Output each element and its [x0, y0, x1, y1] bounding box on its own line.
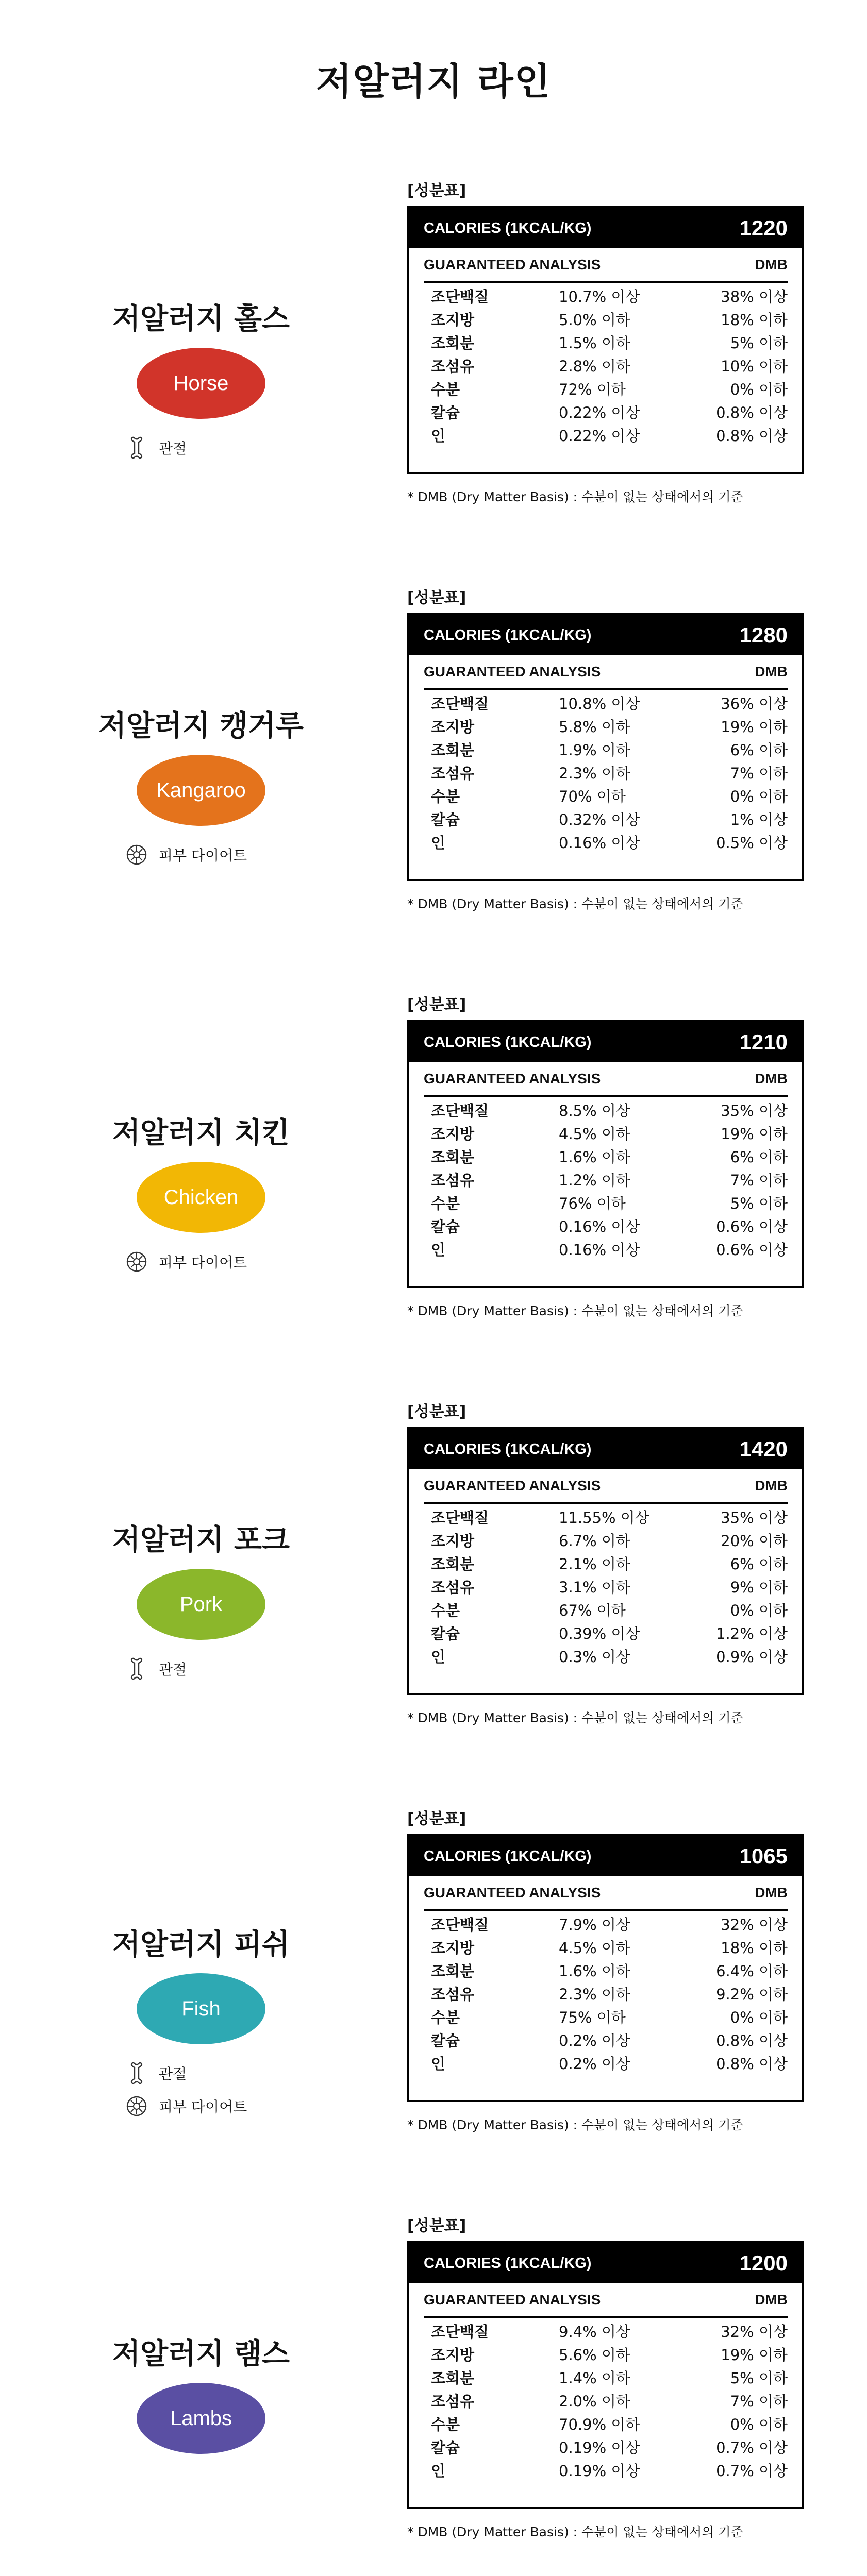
nutrition-panel: [407, 2213, 820, 2576]
nutrient-label: 수분: [431, 788, 460, 805]
dmb-note: * DMB (Dry Matter Basis) : 수분이 없는 상태에서의 기준: [407, 2117, 743, 2132]
dmb-value: 32% 이상: [721, 1916, 788, 1934]
analysis-row: [424, 1576, 788, 1599]
as-fed-value: 2.0% 이하: [559, 2393, 630, 2410]
as-fed-value: 5.6% 이하: [559, 2346, 630, 2364]
dmb-value: 20% 이하: [721, 1532, 788, 1550]
nutrient-label: 조지방: [431, 1939, 475, 1957]
dmb-value: 0.9% 이상: [716, 1648, 788, 1666]
as-fed-value: 3.1% 이하: [559, 1579, 630, 1596]
analysis-row: [424, 2367, 788, 2390]
analysis-rows: [424, 285, 788, 448]
benefit-list: [124, 431, 340, 464]
as-fed-value: 0.22% 이상: [559, 404, 640, 421]
as-fed-value: 0.2% 이상: [559, 2055, 630, 2073]
dmb-value: 9.2% 이하: [716, 1986, 788, 2003]
analysis-row: [424, 1599, 788, 1622]
as-fed-value: 2.3% 이하: [559, 765, 630, 782]
benefit-label: 관절: [159, 440, 187, 457]
analysis-row: [424, 1622, 788, 1646]
calories-bar: [409, 1836, 802, 1876]
nutrient-label: 칼슘: [431, 1625, 460, 1642]
product-summary: [62, 1399, 340, 1806]
analysis-header: [424, 2283, 788, 2318]
nutrient-label: 조회분: [431, 1555, 475, 1573]
nutrient-label: 조지방: [431, 311, 475, 329]
analysis-row: [424, 309, 788, 332]
dmb-value: 38% 이상: [721, 288, 788, 306]
dmb-value: 0% 이하: [730, 381, 788, 398]
dmb-value: 0% 이하: [730, 2416, 788, 2433]
analysis-row: [424, 2029, 788, 2053]
analysis-header: [424, 655, 788, 690]
analysis-row: [424, 1553, 788, 1576]
as-fed-value: 5.0% 이하: [559, 311, 630, 329]
product-section-horse: [0, 178, 867, 585]
nutrient-label: 수분: [431, 1602, 460, 1619]
nutrient-label: 조섬유: [431, 358, 475, 375]
nutrient-label: 조단백질: [431, 1102, 489, 1120]
analysis-header: [424, 248, 788, 283]
nutrient-label: 조단백질: [431, 2323, 489, 2341]
nutrition-panel: [407, 1806, 820, 2213]
calories-value: 1220: [739, 216, 788, 240]
analysis-row: [424, 2006, 788, 2029]
calories-label: CALORIES (1KCAL/KG): [424, 2255, 592, 2272]
analysis-row: [424, 1123, 788, 1146]
analysis-row: [424, 739, 788, 762]
product-pill: Kangaroo: [137, 755, 265, 826]
guaranteed-analysis-label: GUARANTEED ANALYSIS: [424, 664, 601, 680]
ingredients-tag: [성분표]: [407, 182, 466, 200]
dmb-value: 0.5% 이상: [716, 834, 788, 852]
as-fed-value: 67% 이하: [559, 1602, 626, 1619]
dmb-value: 1% 이상: [730, 811, 788, 828]
benefit-joint: [124, 431, 340, 464]
as-fed-value: 11.55% 이상: [559, 1509, 649, 1527]
benefit-label: 관절: [159, 2065, 187, 2082]
as-fed-value: 0.3% 이상: [559, 1648, 630, 1666]
bone-icon: [124, 2060, 149, 2086]
nutrient-label: 조섬유: [431, 2393, 475, 2410]
as-fed-value: 7.9% 이상: [559, 1916, 630, 1934]
analysis-row: [424, 1169, 788, 1192]
benefit-label: 관절: [159, 1661, 187, 1678]
as-fed-value: 0.22% 이상: [559, 427, 640, 445]
nutrient-label: 인: [431, 1241, 446, 1259]
benefit-joint: [124, 2057, 340, 2090]
nutrient-label: 인: [431, 2462, 446, 2480]
nutrient-label: 인: [431, 2055, 446, 2073]
analysis-rows: [424, 1099, 788, 1262]
analysis-row: [424, 808, 788, 832]
dmb-value: 32% 이상: [721, 2323, 788, 2341]
product-section-chicken: [0, 992, 867, 1399]
analysis-row: [424, 2344, 788, 2367]
as-fed-value: 1.9% 이하: [559, 741, 630, 759]
dmb-label: DMB: [755, 664, 788, 680]
calories-label: CALORIES (1KCAL/KG): [424, 219, 592, 236]
product-summary: [62, 1806, 340, 2213]
page-title: 저알러지 라인: [315, 60, 552, 103]
as-fed-value: 8.5% 이상: [559, 1102, 630, 1120]
nutrition-table: [407, 1020, 804, 1288]
analysis-row: [424, 378, 788, 401]
product-name: 저알러지 치킨: [112, 1116, 290, 1150]
dmb-note: * DMB (Dry Matter Basis) : 수분이 없는 상태에서의 기준: [407, 1303, 743, 1318]
calories-bar: [409, 1429, 802, 1469]
as-fed-value: 4.5% 이하: [559, 1939, 630, 1957]
ingredients-tag: [성분표]: [407, 589, 466, 607]
nutrition-table: [407, 1834, 804, 2102]
nutrient-label: 인: [431, 1648, 446, 1666]
calories-value: 1065: [739, 1844, 788, 1868]
benefit-label: 피부 다이어트: [159, 1254, 247, 1271]
dmb-value: 7% 이하: [730, 2393, 788, 2410]
dmb-label: DMB: [755, 1071, 788, 1087]
dmb-note: * DMB (Dry Matter Basis) : 수분이 없는 상태에서의 기준: [407, 489, 743, 504]
analysis-row: [424, 2053, 788, 2076]
bone-icon: [124, 1656, 149, 1682]
ingredients-tag: [성분표]: [407, 1403, 466, 1421]
dmb-value: 0.7% 이상: [716, 2439, 788, 2456]
benefit-skin: [124, 2090, 340, 2123]
calories-label: CALORIES (1KCAL/KG): [424, 1033, 592, 1050]
as-fed-value: 5.8% 이하: [559, 718, 630, 736]
analysis-row: [424, 1192, 788, 1215]
as-fed-value: 2.1% 이하: [559, 1555, 630, 1573]
product-summary: [62, 178, 340, 585]
analysis-row: [424, 332, 788, 355]
analysis-rows: [424, 692, 788, 855]
analysis-row: [424, 355, 788, 378]
nutrition-panel: [407, 992, 820, 1399]
product-name: 저알러지 피쉬: [112, 1928, 290, 1961]
dmb-value: 0.6% 이상: [716, 1218, 788, 1235]
ingredients-tag: [성분표]: [407, 996, 466, 1014]
benefit-label: 피부 다이어트: [159, 847, 247, 864]
nutrient-label: 조지방: [431, 1532, 475, 1550]
dmb-value: 7% 이하: [730, 1172, 788, 1189]
analysis-row: [424, 832, 788, 855]
nutrient-label: 조회분: [431, 2369, 475, 2387]
guaranteed-analysis-label: GUARANTEED ANALYSIS: [424, 1478, 601, 1494]
dmb-value: 0.6% 이상: [716, 1241, 788, 1259]
as-fed-value: 72% 이하: [559, 381, 626, 398]
product-name: 저알러지 포크: [112, 1523, 290, 1557]
dmb-value: 6.4% 이하: [716, 1962, 788, 1980]
as-fed-value: 0.16% 이상: [559, 834, 640, 852]
calories-label: CALORIES (1KCAL/KG): [424, 1440, 592, 1458]
as-fed-value: 0.19% 이상: [559, 2439, 640, 2456]
product-summary: [62, 2213, 340, 2576]
nutrient-label: 조회분: [431, 334, 475, 352]
dmb-value: 35% 이상: [721, 1102, 788, 1120]
nutrient-label: 조회분: [431, 1962, 475, 1980]
dmb-value: 5% 이하: [730, 2369, 788, 2387]
nutrient-label: 칼슘: [431, 2439, 460, 2456]
analysis-row: [424, 785, 788, 808]
dmb-value: 0.8% 이상: [716, 2032, 788, 2049]
analysis-rows: [424, 1913, 788, 2076]
skin-care-icon: [124, 1249, 149, 1275]
product-pill: Lambs: [137, 2383, 265, 2454]
analysis-row: [424, 1960, 788, 1983]
benefit-list: [124, 1652, 340, 1685]
dmb-value: 6% 이하: [730, 1555, 788, 1573]
calories-value: 1200: [739, 2251, 788, 2275]
dmb-value: 0.7% 이상: [716, 2462, 788, 2480]
dmb-value: 7% 이하: [730, 765, 788, 782]
nutrient-label: 인: [431, 427, 446, 445]
guaranteed-analysis-label: GUARANTEED ANALYSIS: [424, 2292, 601, 2308]
dmb-value: 6% 이하: [730, 741, 788, 759]
nutrition-table: [407, 613, 804, 881]
as-fed-value: 6.7% 이하: [559, 1532, 630, 1550]
skin-care-icon: [124, 2093, 149, 2119]
as-fed-value: 10.7% 이상: [559, 288, 640, 306]
dmb-value: 0.8% 이상: [716, 427, 788, 445]
dmb-value: 5% 이하: [730, 1195, 788, 1212]
nutrition-table: [407, 2241, 804, 2509]
analysis-row: [424, 1506, 788, 1530]
guaranteed-analysis-label: GUARANTEED ANALYSIS: [424, 1885, 601, 1901]
nutrition-panel: [407, 178, 820, 585]
analysis-row: [424, 1215, 788, 1239]
calories-value: 1210: [739, 1030, 788, 1054]
benefit-skin: [124, 838, 340, 871]
nutrient-label: 수분: [431, 381, 460, 398]
nutrient-label: 조섬유: [431, 1579, 475, 1596]
analysis-row: [424, 1239, 788, 1262]
as-fed-value: 75% 이하: [559, 2009, 626, 2026]
nutrient-label: 조지방: [431, 718, 475, 736]
nutrient-label: 칼슘: [431, 1218, 460, 1235]
product-section-pork: [0, 1399, 867, 1806]
ingredients-tag: [성분표]: [407, 1810, 466, 1828]
nutrition-panel: [407, 585, 820, 992]
analysis-row: [424, 1099, 788, 1123]
analysis-row: [424, 692, 788, 716]
calories-value: 1420: [739, 1437, 788, 1461]
benefit-skin: [124, 1245, 340, 1278]
dmb-label: DMB: [755, 2292, 788, 2308]
skin-care-icon: [124, 842, 149, 868]
calories-label: CALORIES (1KCAL/KG): [424, 626, 592, 643]
analysis-row: [424, 1937, 788, 1960]
nutrient-label: 수분: [431, 2416, 460, 2433]
as-fed-value: 1.6% 이하: [559, 1148, 630, 1166]
nutrition-table: [407, 206, 804, 474]
dmb-value: 10% 이하: [721, 358, 788, 375]
as-fed-value: 1.6% 이하: [559, 1962, 630, 1980]
guaranteed-analysis-label: GUARANTEED ANALYSIS: [424, 257, 601, 273]
dmb-label: DMB: [755, 1478, 788, 1494]
as-fed-value: 1.2% 이하: [559, 1172, 630, 1189]
analysis-row: [424, 2460, 788, 2483]
product-section-kangaroo: [0, 585, 867, 992]
analysis-row: [424, 2390, 788, 2413]
ingredients-tag: [성분표]: [407, 2217, 466, 2235]
analysis-rows: [424, 2320, 788, 2483]
analysis-row: [424, 762, 788, 785]
nutrient-label: 조회분: [431, 741, 475, 759]
nutrient-label: 칼슘: [431, 2032, 460, 2049]
analysis-row: [424, 2320, 788, 2344]
product-name: 저알러지 램스: [112, 2337, 290, 2371]
benefit-label: 피부 다이어트: [159, 2098, 247, 2115]
dmb-value: 5% 이하: [730, 334, 788, 352]
dmb-value: 6% 이하: [730, 1148, 788, 1166]
nutrient-label: 조섬유: [431, 1172, 475, 1189]
product-name: 저알러지 홀스: [112, 302, 290, 336]
as-fed-value: 0.19% 이상: [559, 2462, 640, 2480]
calories-bar: [409, 2243, 802, 2283]
calories-bar: [409, 615, 802, 655]
dmb-value: 0.8% 이상: [716, 404, 788, 421]
analysis-row: [424, 2436, 788, 2460]
nutrition-table: [407, 1427, 804, 1695]
nutrient-label: 인: [431, 834, 446, 852]
calories-label: CALORIES (1KCAL/KG): [424, 1848, 592, 1865]
as-fed-value: 0.16% 이상: [559, 1241, 640, 1259]
nutrient-label: 칼슘: [431, 404, 460, 421]
dmb-value: 36% 이상: [721, 695, 788, 713]
as-fed-value: 70.9% 이하: [559, 2416, 640, 2433]
dmb-value: 0% 이하: [730, 788, 788, 805]
analysis-row: [424, 716, 788, 739]
nutrient-label: 조단백질: [431, 1916, 489, 1934]
nutrient-label: 조섬유: [431, 765, 475, 782]
dmb-value: 19% 이하: [721, 2346, 788, 2364]
analysis-row: [424, 285, 788, 309]
nutrient-label: 수분: [431, 1195, 460, 1212]
analysis-row: [424, 1530, 788, 1553]
bone-icon: [124, 435, 149, 461]
dmb-value: 0.8% 이상: [716, 2055, 788, 2073]
product-pill: Pork: [137, 1569, 265, 1640]
nutrient-label: 칼슘: [431, 811, 460, 828]
dmb-value: 0% 이하: [730, 1602, 788, 1619]
analysis-header: [424, 1469, 788, 1504]
as-fed-value: 2.3% 이하: [559, 1986, 630, 2003]
dmb-value: 1.2% 이상: [716, 1625, 788, 1642]
analysis-row: [424, 1646, 788, 1669]
product-pill: Horse: [137, 348, 265, 419]
benefit-list: [124, 2057, 340, 2123]
as-fed-value: 0.32% 이상: [559, 811, 640, 828]
dmb-label: DMB: [755, 1885, 788, 1901]
nutrient-label: 조섬유: [431, 1986, 475, 2003]
nutrient-label: 조단백질: [431, 288, 489, 306]
dmb-value: 18% 이하: [721, 1939, 788, 1957]
benefit-list: [124, 838, 340, 871]
dmb-note: * DMB (Dry Matter Basis) : 수분이 없는 상태에서의 기준: [407, 1710, 743, 1725]
nutrient-label: 조단백질: [431, 1509, 489, 1527]
calories-bar: [409, 208, 802, 248]
calories-bar: [409, 1022, 802, 1062]
product-section-lambs: [0, 2213, 867, 2576]
nutrient-label: 조지방: [431, 2346, 475, 2364]
nutrient-label: 수분: [431, 2009, 460, 2026]
calories-value: 1280: [739, 623, 788, 647]
as-fed-value: 2.8% 이하: [559, 358, 630, 375]
as-fed-value: 76% 이하: [559, 1195, 626, 1212]
dmb-note: * DMB (Dry Matter Basis) : 수분이 없는 상태에서의 기준: [407, 896, 743, 911]
as-fed-value: 4.5% 이하: [559, 1125, 630, 1143]
nutrient-label: 조단백질: [431, 695, 489, 713]
nutrient-label: 조지방: [431, 1125, 475, 1143]
dmb-value: 35% 이상: [721, 1509, 788, 1527]
benefit-list: [124, 1245, 340, 1278]
as-fed-value: 10.8% 이상: [559, 695, 640, 713]
dmb-value: 18% 이하: [721, 311, 788, 329]
analysis-row: [424, 1913, 788, 1937]
dmb-value: 19% 이하: [721, 718, 788, 736]
as-fed-value: 70% 이하: [559, 788, 626, 805]
nutrition-panel: [407, 1399, 820, 1806]
dmb-value: 0% 이하: [730, 2009, 788, 2026]
dmb-note: * DMB (Dry Matter Basis) : 수분이 없는 상태에서의 기준: [407, 2524, 743, 2539]
dmb-value: 9% 이하: [730, 1579, 788, 1596]
analysis-row: [424, 1983, 788, 2006]
as-fed-value: 0.16% 이상: [559, 1218, 640, 1235]
product-summary: [62, 585, 340, 992]
analysis-header: [424, 1062, 788, 1097]
analysis-row: [424, 401, 788, 425]
dmb-value: 19% 이하: [721, 1125, 788, 1143]
as-fed-value: 1.4% 이하: [559, 2369, 630, 2387]
dmb-label: DMB: [755, 257, 788, 273]
guaranteed-analysis-label: GUARANTEED ANALYSIS: [424, 1071, 601, 1087]
analysis-row: [424, 425, 788, 448]
product-pill: Fish: [137, 1973, 265, 2044]
nutrient-label: 조회분: [431, 1148, 475, 1166]
product-section-fish: [0, 1806, 867, 2213]
analysis-row: [424, 1146, 788, 1169]
product-summary: [62, 992, 340, 1399]
product-pill: Chicken: [137, 1162, 265, 1233]
analysis-header: [424, 1876, 788, 1911]
analysis-row: [424, 2413, 788, 2436]
as-fed-value: 9.4% 이상: [559, 2323, 630, 2341]
analysis-rows: [424, 1506, 788, 1669]
product-name: 저알러지 캥거루: [98, 709, 304, 743]
benefit-joint: [124, 1652, 340, 1685]
as-fed-value: 0.2% 이상: [559, 2032, 630, 2049]
as-fed-value: 0.39% 이상: [559, 1625, 640, 1642]
as-fed-value: 1.5% 이하: [559, 334, 630, 352]
